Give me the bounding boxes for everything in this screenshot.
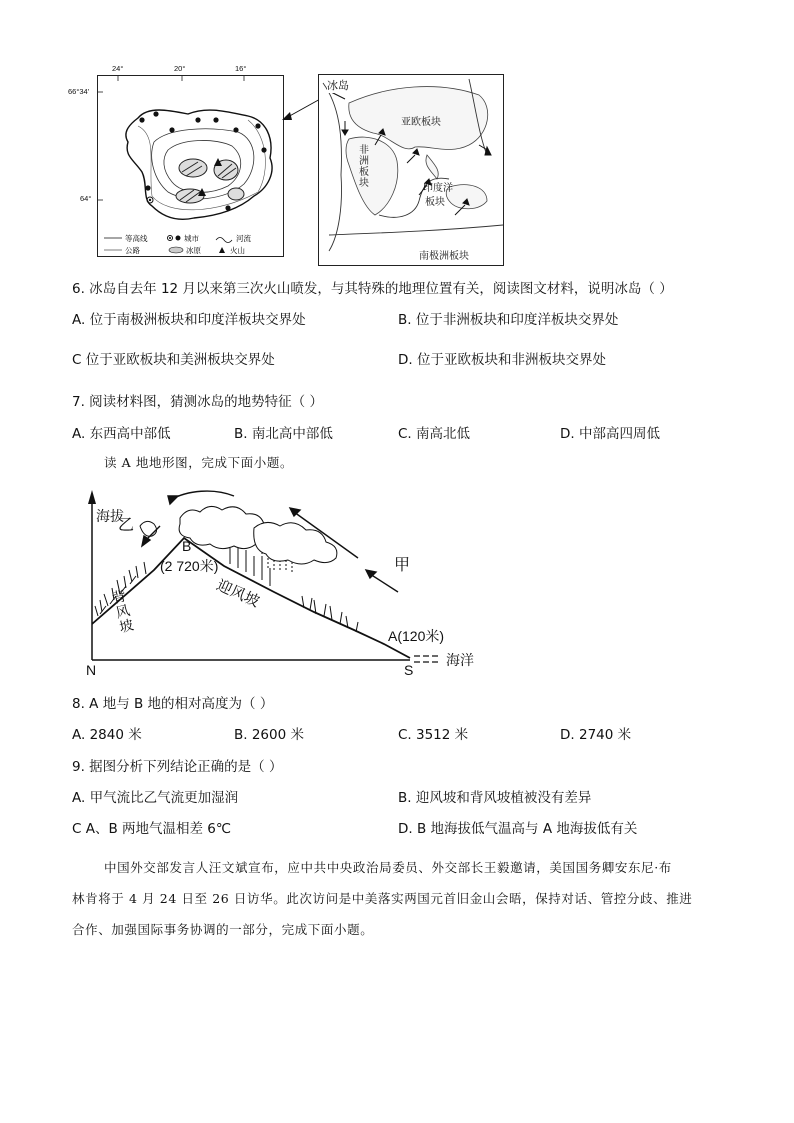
news-paragraph-line-3: 合作、加强国际事务协调的一部分，完成下面小题。 (72, 922, 374, 937)
lat-label-bottom: 64° (80, 194, 92, 203)
q6-option-d[interactable]: D. 位于亚欧板块和非洲板块交界处 (398, 352, 606, 368)
q7-option-d[interactable]: D. 中部高四周低 (560, 426, 660, 442)
q7-stem: 7. 阅读材料图，猜测冰岛的地势特征（ ） (72, 394, 323, 410)
news-paragraph-line-2: 林肯将于 4 月 24 日至 26 日访华。此次访问是中美落实两国元首旧金山会晤，保持对话、管控分歧、推进 (72, 891, 693, 906)
lon-label-24: 24° (112, 64, 124, 73)
figure-1 (68, 60, 502, 270)
lat-label-top: 66°34' (68, 87, 90, 96)
map-legend (104, 233, 251, 255)
plates-map-drawing (319, 75, 503, 265)
q8-option-d[interactable]: D. 2740 米 (560, 727, 632, 743)
label-indian-plate-1: 印度洋 (423, 183, 453, 194)
label-airflow-yi: 乙 (118, 515, 135, 534)
label-airflow-jia: 甲 (394, 555, 411, 574)
label-african-plate: 非 洲 板 块 (359, 145, 369, 189)
label-iceland: 冰岛 (327, 79, 349, 92)
label-point-a: A(120米) (388, 628, 445, 644)
q6-option-a[interactable]: A. 位于南极洲板块和印度洋板块交界处 (72, 312, 306, 328)
q9-option-b[interactable]: B. 迎风坡和背风坡植被没有差异 (398, 790, 592, 806)
news-paragraph-line-1: 中国外交部发言人汪文斌宣布，应中共中央政治局委员、外交部长王毅邀请，美国国务卿安东尼·布 (104, 860, 672, 875)
q8-stem: 8. A 地与 B 地的相对高度为（ ） (72, 696, 274, 712)
label-b-height: (2 720米) (160, 558, 219, 574)
legend-ice: 冰原 (186, 246, 201, 255)
label-indian-plate-2: 板块 (425, 197, 445, 208)
label-antarctic-plate: 南极洲板块 (419, 251, 469, 262)
label-altitude: 海拔 (96, 509, 124, 525)
label-eurasian-plate: 亚欧板块 (401, 117, 441, 128)
q7-option-c[interactable]: C. 南高北低 (398, 426, 471, 442)
q7-option-a[interactable]: A. 东西高中部低 (72, 426, 171, 442)
label-leeward-slope: 背 风 坡 (110, 588, 136, 637)
lon-label-20: 20° (174, 64, 186, 73)
lon-label-16: 16° (235, 64, 247, 73)
mountain-profile-drawing (84, 482, 504, 682)
figure-2 (84, 482, 504, 682)
legend-river: 河流 (236, 234, 251, 243)
legend-road: 公路 (125, 246, 140, 255)
iceland-map-drawing (98, 76, 283, 256)
q9-option-c[interactable]: C A、B 两地气温相差 6℃ (72, 821, 232, 837)
legend-city: 城市 (184, 234, 199, 243)
label-north: N (86, 662, 97, 678)
q9-option-a[interactable]: A. 甲气流比乙气流更加湿润 (72, 790, 239, 806)
label-ocean: 海洋 (446, 653, 474, 669)
q9-stem: 9. 据图分析下列结论正确的是（ ） (72, 759, 283, 775)
label-windward-slope: 迎风坡 (213, 575, 263, 611)
ocean-lines (414, 656, 440, 662)
q9-option-d[interactable]: D. B 地海拔低气温高与 A 地海拔低有关 (398, 821, 638, 837)
q8-option-b[interactable]: B. 2600 米 (234, 727, 304, 743)
intro-terrain: 读 A 地地形图，完成下面小题。 (104, 455, 294, 470)
legend-volcano: 火山 (230, 246, 245, 255)
label-south: S (404, 662, 414, 678)
q6-option-b[interactable]: B. 位于非洲板块和印度洋板块交界处 (398, 312, 619, 328)
label-point-b: B (182, 538, 192, 554)
q6-option-c[interactable]: C 位于亚欧板块和美洲板块交界处 (72, 352, 275, 368)
q8-option-a[interactable]: A. 2840 米 (72, 727, 142, 743)
iceland-map (97, 75, 284, 257)
q6-stem: 6. 冰岛自去年 12 月以来第三次火山喷发，与其特殊的地理位置有关，阅读图文材料，说明冰岛（ ） (72, 281, 673, 297)
legend-contour: 等高线 (125, 234, 148, 243)
q7-option-b[interactable]: B. 南北高中部低 (234, 426, 333, 442)
q8-option-c[interactable]: C. 3512 米 (398, 727, 469, 743)
plates-map (318, 74, 504, 266)
